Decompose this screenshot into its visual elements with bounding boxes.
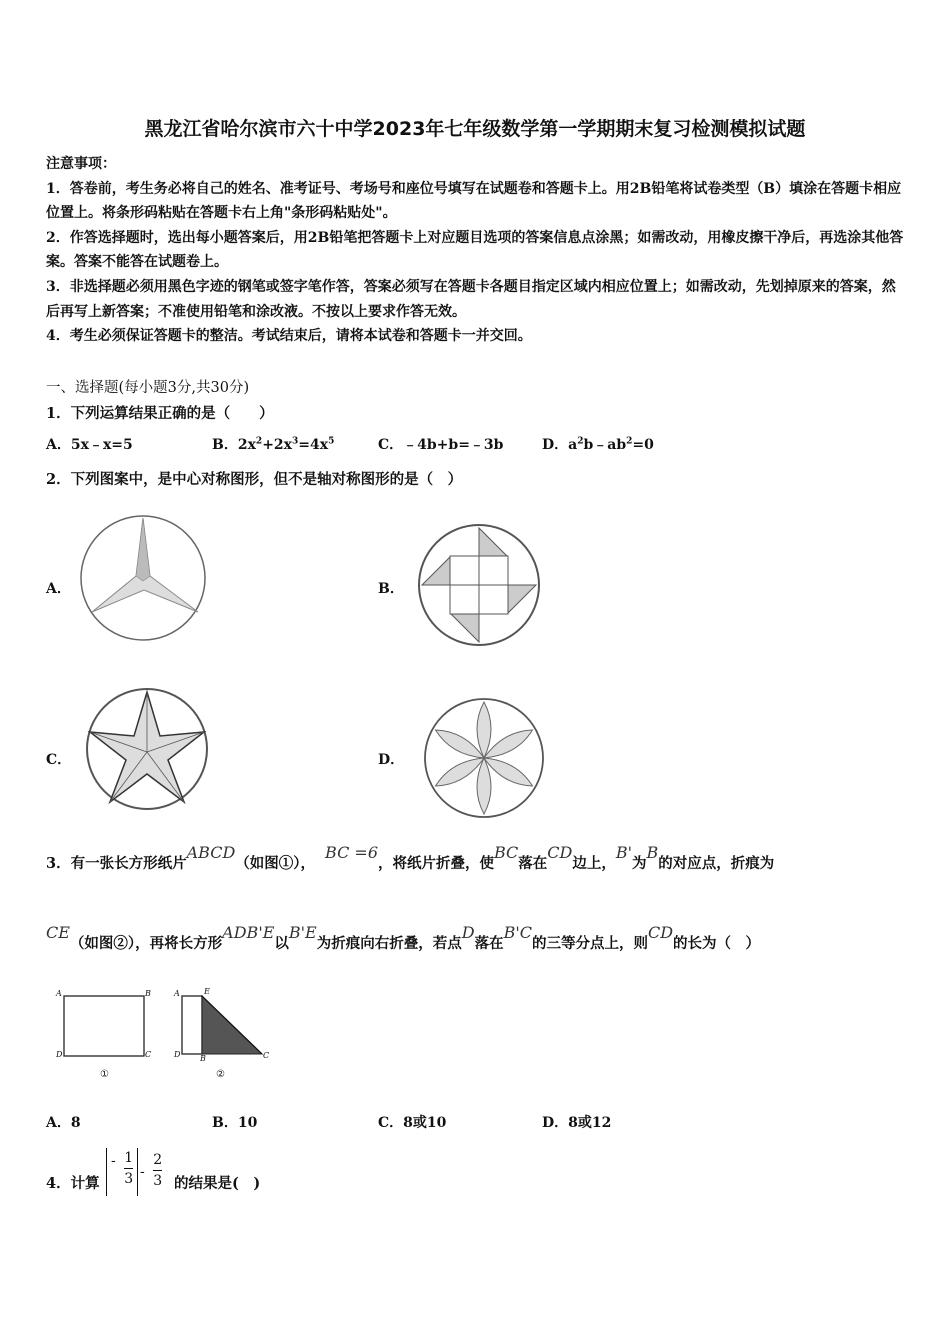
q1-option-a: A．5x﹣x=5 bbox=[46, 437, 133, 453]
q3-option-c: C．8或10 bbox=[378, 1115, 447, 1131]
fig2-label-c: C bbox=[263, 1051, 270, 1060]
q1-option-d: D．$a^2b﹣ab^2=0$ bbox=[542, 436, 654, 453]
question-2-stem: 2．下列图案中，是中心对称图形，但不是轴对称图形的是（ ） bbox=[46, 471, 463, 488]
q3-option-b: B．10 bbox=[212, 1115, 258, 1131]
q1-option-c: C．﹣4b+b=﹣3b bbox=[378, 437, 504, 453]
q3-option-a: A．8 bbox=[46, 1115, 81, 1131]
section-heading: 一、选择题(每小题3分,共30分) bbox=[46, 380, 250, 396]
notes-heading: 注意事项： bbox=[46, 156, 116, 172]
fig2-label-b: B bbox=[200, 1054, 206, 1063]
question-3-line-1: 3．有一张长方形纸片ABCD（如图①），BC =6，将纸片折叠，使BC落在CD边上，B'为B的对应点，折痕为 bbox=[46, 843, 775, 872]
note-item: 4．考生必须保证答题卡的整洁。考试结束后，请将本试卷和答题卡一并交回。 bbox=[46, 328, 532, 345]
fig2-caption: ② bbox=[216, 1069, 225, 1080]
notes bbox=[46, 152, 906, 349]
q4-abs-expression: - $\frac{1}{3}$ bbox=[106, 1148, 138, 1196]
q2-figure-b bbox=[416, 522, 542, 648]
note-item: 1．答卷前，考生务必将自己的姓名、准考证号、考场号和座位号填写在试题卷和答题卡上。用2B铅笔将试卷类型（B）填涂在答题卡相应位置上。将条形码粘贴在答题卡右上角"条形码粘贴处"。 bbox=[46, 180, 902, 222]
fig1-label-a: A bbox=[56, 989, 62, 998]
fig1-label-c: C bbox=[145, 1050, 152, 1059]
fig1-caption: ① bbox=[100, 1069, 109, 1080]
question-1-stem: 1．下列运算结果正确的是（ ） bbox=[46, 405, 274, 422]
q2-label-d: D． bbox=[378, 752, 405, 768]
question-3-line-2: CE（如图②），再将长方形ADB'E以B'E为折痕向右折叠，若点D落在B'C的三等分点上，则CD的长为（ ） bbox=[46, 923, 761, 952]
fig2-label-d: D bbox=[174, 1050, 181, 1059]
question-4-suffix: 的结果是( ) bbox=[174, 1175, 261, 1192]
q2-figure-a bbox=[78, 514, 208, 644]
q1-option-b: B．$2x^2+2x^3=4x^5$ bbox=[212, 436, 335, 453]
question-4-label: 4．计算 bbox=[46, 1175, 100, 1192]
fig2-label-e: E bbox=[204, 987, 210, 996]
fig1-label-b: B bbox=[145, 989, 151, 998]
q2-figure-c bbox=[84, 686, 210, 812]
note-item: 2．作答选择题时，选出每小题答案后，用2B铅笔把答题卡上对应题目选项的答案信息点涂黑；如需改动，用橡皮擦干净后，再选涂其他答案。答案不能答在试题卷上。 bbox=[46, 229, 904, 271]
q4-fraction-2: - $\frac{2}{3}$ bbox=[140, 1152, 163, 1189]
q2-label-c: C． bbox=[46, 752, 72, 768]
q2-figure-d bbox=[422, 696, 546, 820]
page-title: 黑龙江省哈尔滨市六十中学2023年七年级数学第一学期期末复习检测模拟试题 bbox=[144, 118, 806, 140]
q2-label-a: A． bbox=[46, 581, 71, 597]
note-item: 3．非选择题必须用黑色字迹的钢笔或签字笔作答，答案必须写在答题卡各题目指定区域内相应位置上；如需改动，先划掉原来的答案，然后再写上新答案；不准使用铅笔和涂改液。不按以上要求作答无效。 bbox=[46, 278, 896, 320]
fig2-label-a: A bbox=[174, 989, 180, 998]
q2-label-b: B． bbox=[378, 581, 404, 597]
q3-option-d: D．8或12 bbox=[542, 1115, 612, 1131]
fig1-label-d: D bbox=[56, 1050, 63, 1059]
